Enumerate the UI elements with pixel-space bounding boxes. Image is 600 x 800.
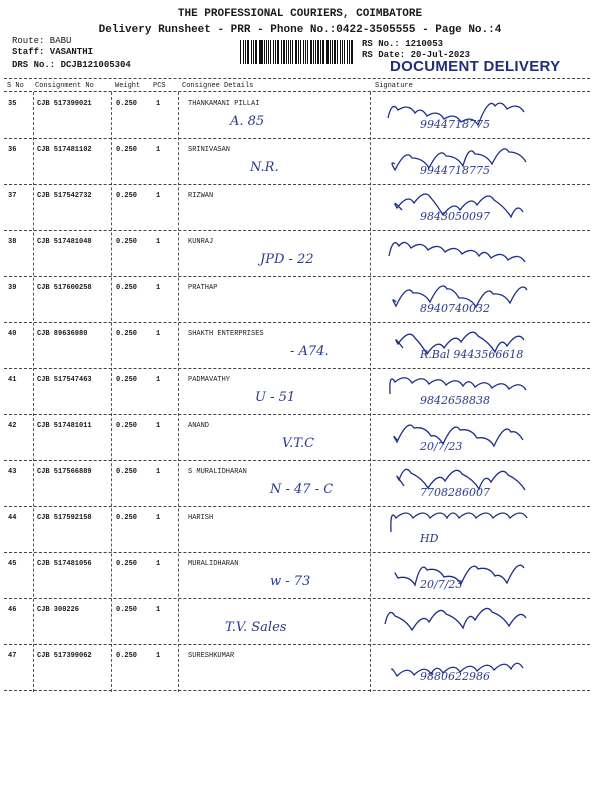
barcode-bar (292, 40, 293, 64)
barcode-bar (340, 40, 341, 64)
table-row (0, 646, 600, 686)
row-pcs: 1 (156, 468, 161, 476)
barcode-bar (281, 40, 282, 64)
signature-handwritten-text: 9944718775 (420, 164, 490, 177)
row-divider (4, 690, 590, 691)
barcode-bar (286, 40, 287, 64)
drs-number: DRS No.: DCJB121005304 (12, 60, 131, 70)
table-row (0, 278, 600, 318)
handwritten-address-note: w - 73 (270, 574, 311, 589)
table-row (0, 600, 600, 640)
barcode-bar (307, 40, 308, 64)
barcode-bar (351, 40, 353, 64)
row-pcs: 1 (156, 560, 161, 568)
row-sno: 36 (8, 146, 17, 154)
row-weight: 0.250 (116, 192, 138, 200)
barcode-bar (337, 40, 338, 64)
barcode-bar (240, 40, 241, 64)
barcode-bar (342, 40, 343, 64)
barcode-bar (305, 40, 306, 64)
col-signature: Signature (375, 82, 413, 90)
row-weight: 0.250 (116, 514, 138, 522)
row-weight: 0.250 (116, 560, 138, 568)
barcode-bar (303, 40, 304, 64)
row-consignee-name: KUNRAJ (188, 238, 214, 246)
barcode-bar (277, 40, 279, 64)
row-consignment-no: CJB 517542732 (37, 192, 92, 200)
row-sno: 42 (8, 422, 17, 430)
row-divider (4, 322, 590, 323)
barcode-bar (251, 40, 252, 64)
row-weight: 0.250 (116, 652, 138, 660)
barcode-bar (247, 40, 249, 64)
signature-handwritten-text: R.Bal 9443566618 (420, 348, 524, 361)
barcode-bar (266, 40, 267, 64)
barcode-bar (326, 40, 327, 64)
barcode-bar (275, 40, 276, 64)
table-row (0, 554, 600, 594)
row-pcs: 1 (156, 146, 161, 154)
barcode-bar (344, 40, 345, 64)
barcode-bar (322, 40, 323, 64)
table-row (0, 232, 600, 272)
barcode-bar (315, 40, 316, 64)
row-pcs: 1 (156, 284, 161, 292)
barcode-bar (313, 40, 314, 64)
signature-handwritten-text: 20/7/23 (420, 440, 463, 453)
row-consignee-name: SURESHKUMAR (188, 652, 235, 660)
barcode-bar (349, 40, 350, 64)
route-label: Route: BABU (12, 36, 72, 46)
row-weight: 0.250 (116, 376, 138, 384)
table-row (0, 416, 600, 456)
barcode-bar (243, 40, 244, 64)
barcode-bar (298, 40, 299, 64)
row-consignee-name: HARISH (188, 514, 214, 522)
document-delivery-stamp: DOCUMENT DELIVERY (390, 58, 561, 75)
barcode-bar (290, 40, 291, 64)
row-consignee-name: RIZWAN (188, 192, 214, 200)
row-sno: 39 (8, 284, 17, 292)
row-sno: 35 (8, 100, 17, 108)
row-sno: 46 (8, 606, 17, 614)
signature-handwritten-text: HD (420, 532, 439, 545)
signature-scribble (375, 556, 590, 596)
barcode-bar (245, 40, 246, 64)
row-weight: 0.250 (116, 146, 138, 154)
row-divider (4, 552, 590, 553)
runsheet-title: Delivery Runsheet - PRR - Phone No.:0422-3505555 - Page No.:4 (98, 24, 502, 36)
handwritten-address-note: N - 47 - C (270, 482, 334, 497)
signature-handwritten-text: 9842658838 (420, 394, 490, 407)
barcode-bar (332, 40, 333, 64)
signature-scribble (375, 510, 590, 550)
col-weight: Weight (115, 82, 141, 90)
table-row (0, 370, 600, 410)
signature-handwritten-text: 9880622986 (420, 670, 490, 683)
row-sno: 44 (8, 514, 17, 522)
barcode-bar (330, 40, 331, 64)
row-sno: 41 (8, 376, 17, 384)
barcode (240, 40, 355, 64)
row-pcs: 1 (156, 514, 161, 522)
row-weight: 0.250 (116, 330, 138, 338)
barcode-bar (320, 40, 321, 64)
row-consignee-name: SHAKTH ENTERPRISES (188, 330, 264, 338)
staff-label: Staff: VASANTHI (12, 47, 94, 57)
row-consignment-no: CJB 89636980 (37, 330, 88, 338)
row-consignment-no: CJB 517481048 (37, 238, 92, 246)
barcode-bar (327, 40, 328, 64)
row-sno: 38 (8, 238, 17, 246)
handwritten-address-note: N.R. (250, 160, 279, 175)
row-sno: 43 (8, 468, 17, 476)
row-divider (4, 276, 590, 277)
barcode-bar (300, 40, 301, 64)
col-pcs: PCS (153, 82, 166, 90)
row-divider (4, 368, 590, 369)
signature-handwritten-text: 9944718775 (420, 118, 490, 131)
row-weight: 0.250 (116, 468, 138, 476)
rs-date: RS Date: 20-Jul-2023 (362, 50, 471, 60)
barcode-bar (260, 40, 262, 64)
handwritten-address-note: JPD - 22 (260, 252, 314, 267)
row-divider (4, 506, 590, 507)
row-divider (4, 644, 590, 645)
table-row (0, 462, 600, 502)
row-divider (4, 230, 590, 231)
row-pcs: 1 (156, 652, 161, 660)
barcode-bar (347, 40, 348, 64)
row-consignment-no: CJB 517399021 (37, 100, 92, 108)
handwritten-address-note: A. 85 (230, 114, 265, 129)
col-consignee: Consignee Details (182, 82, 254, 90)
barcode-bar (264, 40, 265, 64)
row-consignment-no: CJB 517566889 (37, 468, 92, 476)
row-consignee-name: PADMAVATHY (188, 376, 231, 384)
row-divider (4, 598, 590, 599)
barcode-bar (283, 40, 284, 64)
row-consignee-name: MURALIDHARAN (188, 560, 239, 568)
row-pcs: 1 (156, 330, 161, 338)
signature-handwritten-text: 7708286007 (420, 486, 490, 499)
row-consignment-no: CJB 517481102 (37, 146, 92, 154)
row-consignment-no: CJB 300226 (37, 606, 80, 614)
row-sno: 45 (8, 560, 17, 568)
table-row (0, 94, 600, 134)
barcode-bar (255, 40, 256, 64)
header-bottom-rule (4, 91, 590, 92)
row-consignment-no: CJB 517481056 (37, 560, 92, 568)
row-pcs: 1 (156, 238, 161, 246)
row-sno: 40 (8, 330, 17, 338)
col-sno: S No (7, 82, 24, 90)
row-pcs: 1 (156, 422, 161, 430)
barcode-bar (334, 40, 336, 64)
company-title: THE PROFESSIONAL COURIERS, COIMBATORE (177, 8, 423, 20)
table-row (0, 508, 600, 548)
row-consignment-no: CJB 517592158 (37, 514, 92, 522)
row-divider (4, 414, 590, 415)
barcode-bar (253, 40, 254, 64)
table-row (0, 140, 600, 180)
barcode-bar (288, 40, 289, 64)
barcode-bar (268, 40, 269, 64)
rs-number: RS No.: 1210053 (362, 39, 444, 49)
table-row (0, 324, 600, 364)
table-row (0, 186, 600, 226)
handwritten-address-note: U - 51 (255, 390, 296, 405)
barcode-bar (317, 40, 319, 64)
barcode-bar (259, 40, 260, 64)
barcode-bar (273, 40, 274, 64)
row-weight: 0.250 (116, 606, 138, 614)
header-top-rule (4, 78, 590, 79)
signature-handwritten-text: 9843050097 (420, 210, 490, 223)
row-pcs: 1 (156, 376, 161, 384)
row-consignment-no: CJB 517481011 (37, 422, 92, 430)
col-consignment: Consignment No (35, 82, 94, 90)
handwritten-address-note: - A74. (290, 344, 329, 359)
row-weight: 0.250 (116, 238, 138, 246)
row-divider (4, 460, 590, 461)
handwritten-address-note: V.T.C (282, 436, 315, 451)
row-sno: 47 (8, 652, 17, 660)
row-weight: 0.250 (116, 100, 138, 108)
row-pcs: 1 (156, 192, 161, 200)
row-weight: 0.250 (116, 284, 138, 292)
barcode-bar (270, 40, 271, 64)
row-consignee-name: THANKAMANI PILLAI (188, 100, 260, 108)
signature-scribble (375, 234, 590, 274)
row-consignee-name: S MURALIDHARAN (188, 468, 247, 476)
row-divider (4, 138, 590, 139)
row-pcs: 1 (156, 100, 161, 108)
row-consignment-no: CJB 517399062 (37, 652, 92, 660)
row-consignment-no: CJB 517600258 (37, 284, 92, 292)
row-consignee-name: ANAND (188, 422, 210, 430)
row-consignee-name: PRATHAP (188, 284, 218, 292)
row-consignment-no: CJB 517547463 (37, 376, 92, 384)
row-sno: 37 (8, 192, 17, 200)
signature-scribble (375, 602, 590, 642)
barcode-bar (310, 40, 311, 64)
signature-handwritten-text: 8940740032 (420, 302, 490, 315)
signature-scribble (375, 418, 590, 458)
handwritten-address-note: T.V. Sales (225, 620, 287, 635)
barcode-bar (295, 40, 297, 64)
row-pcs: 1 (156, 606, 161, 614)
row-consignee-name: SRINIVASAN (188, 146, 231, 154)
row-weight: 0.250 (116, 422, 138, 430)
row-divider (4, 184, 590, 185)
signature-handwritten-text: 20/7/23 (420, 578, 463, 591)
